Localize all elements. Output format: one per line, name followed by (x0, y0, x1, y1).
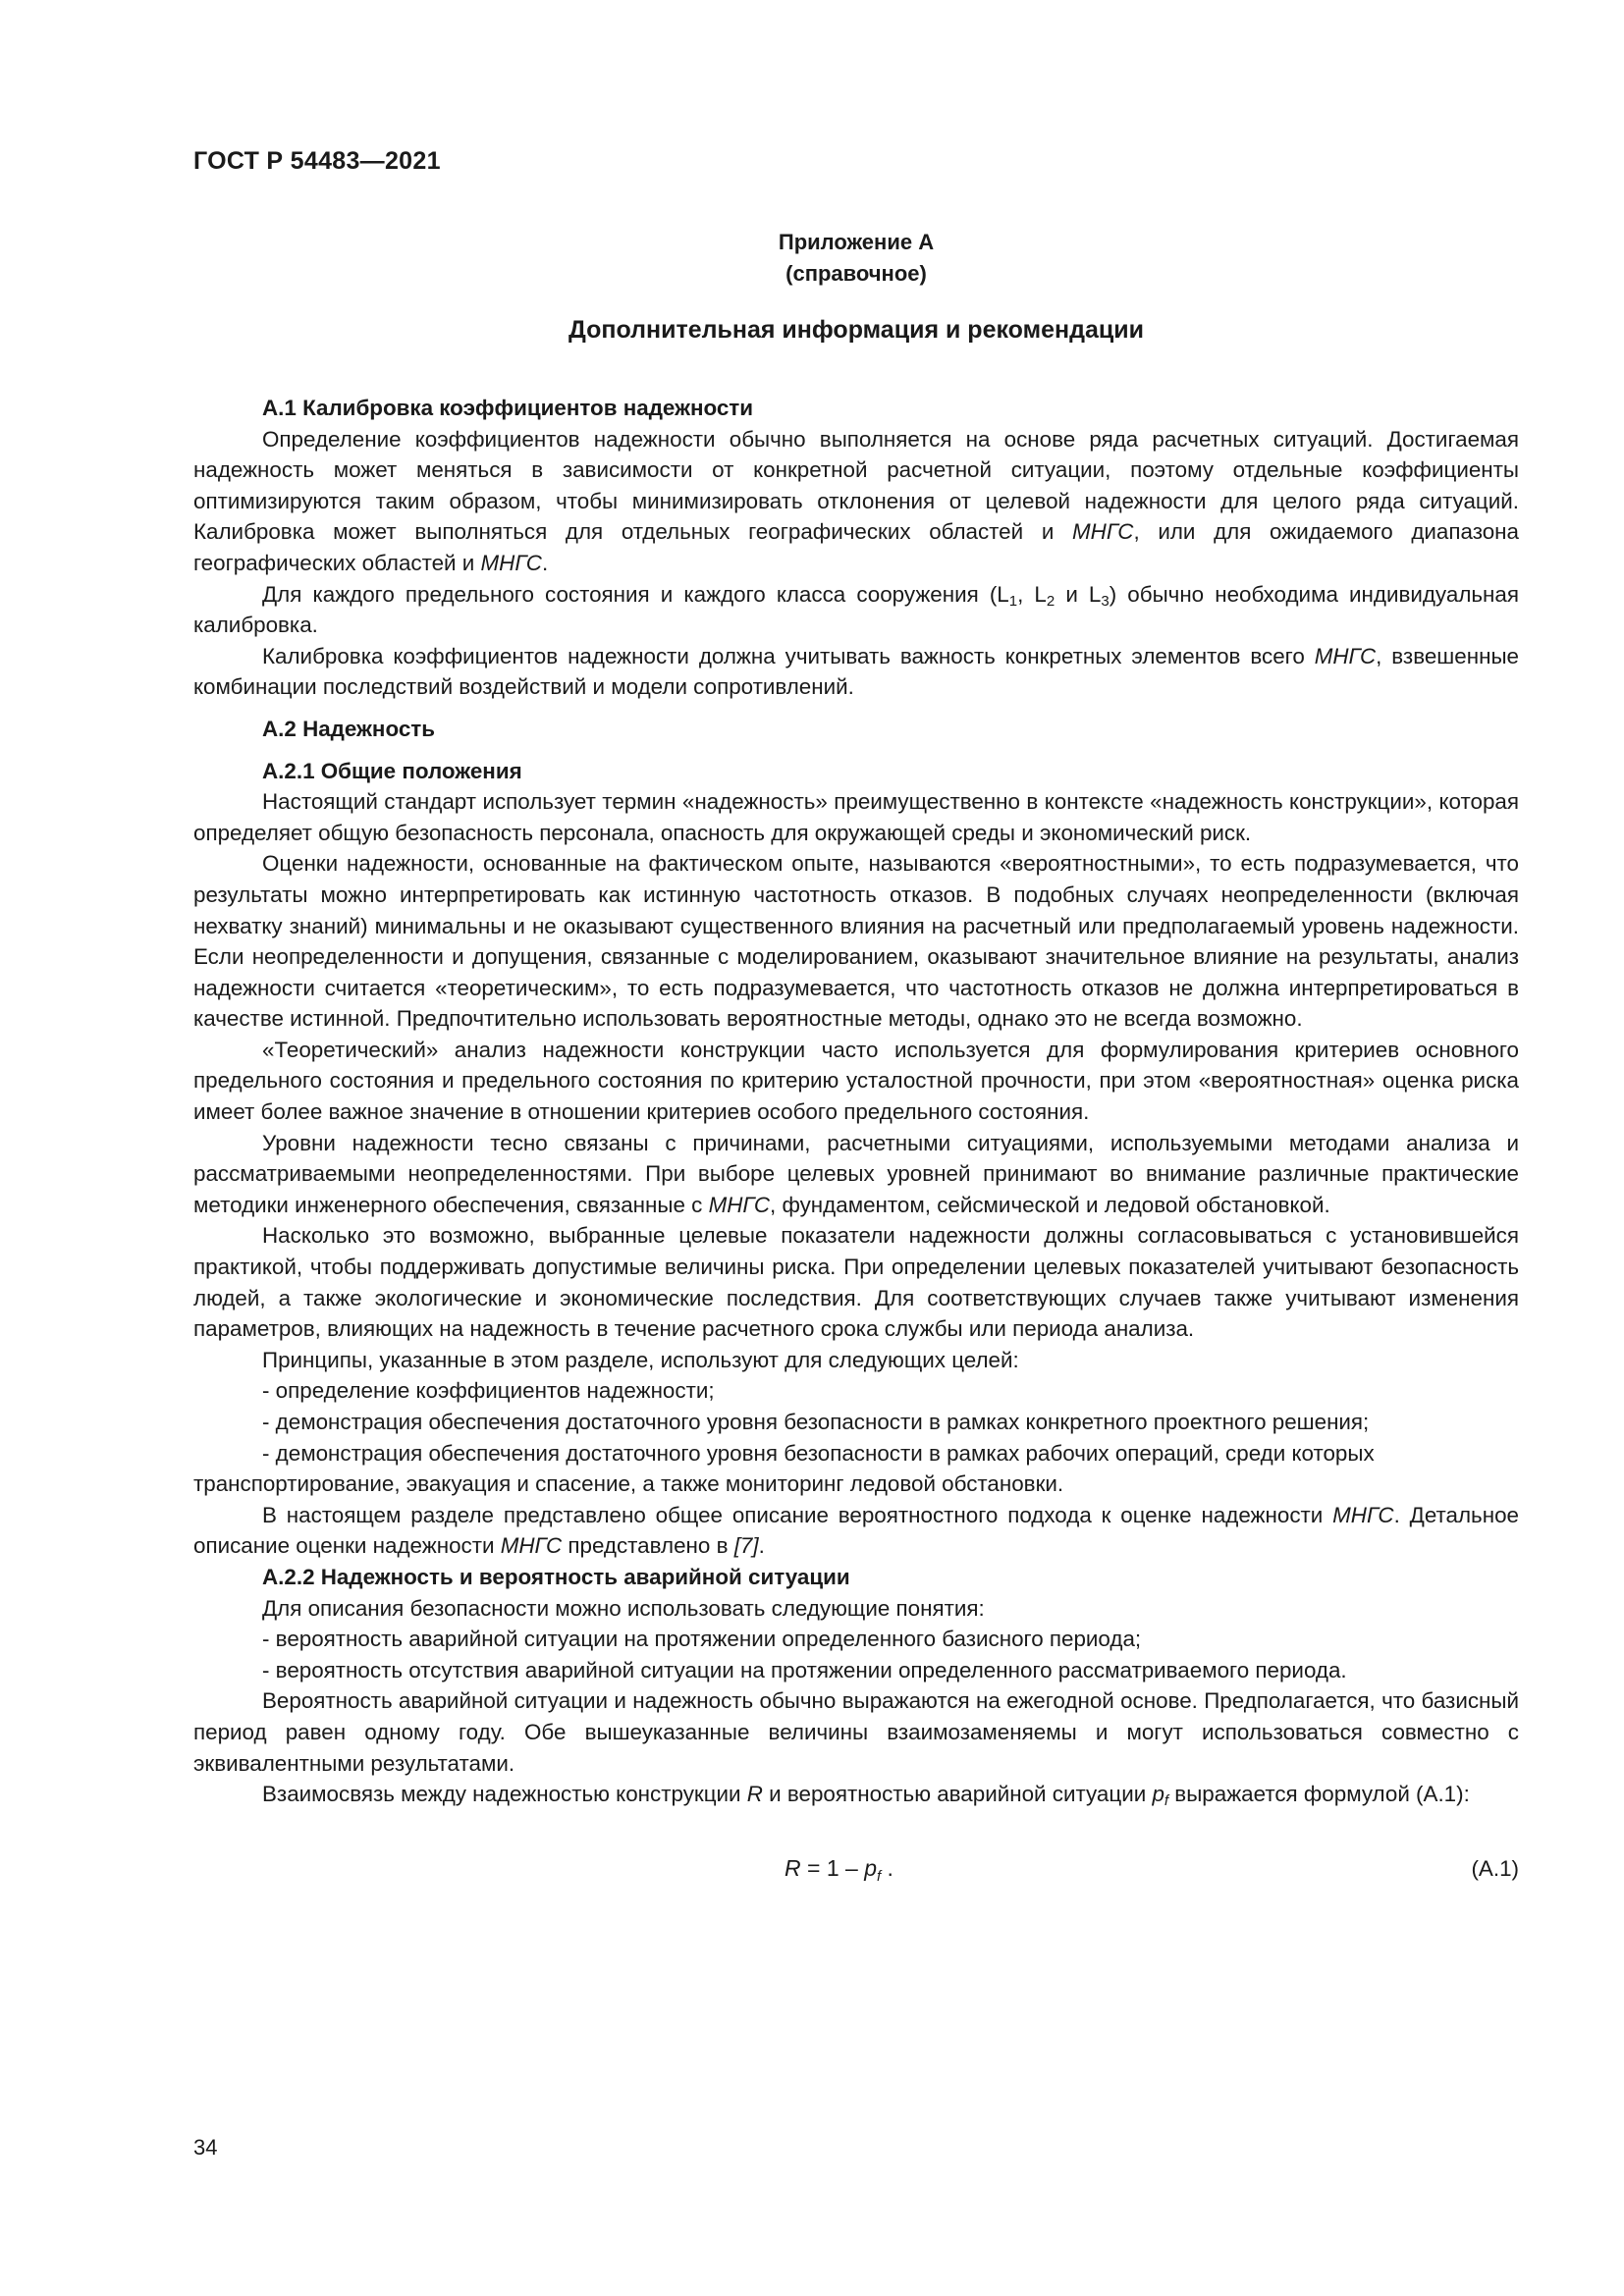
appendix-kind: (справочное) (785, 261, 927, 286)
paragraph: Настоящий стандарт использует термин «надежность» преимущественно в контексте «надежность конструкции», которая определяет общую безопасность персонала, опасность для окружающей среды и экономический риск. (193, 789, 1519, 845)
list-item: - вероятность аварийной ситуации на протяжении определенного базисного периода; (262, 1627, 1142, 1652)
formula-expression: $R = 1 - p_f$ . (785, 1854, 893, 1885)
formula-a1 (193, 1853, 1519, 1887)
section-heading-a1: А.1 Калибровка коэффициентов надежности (262, 396, 754, 420)
list-item: - демонстрация обеспечения достаточного уровня безопасности в рамках рабочих операций, среди которых (262, 1440, 1375, 1466)
paragraph: Насколько это возможно, выбранные целевые показатели надежности должны согласовываться с установившейся практикой, чтобы поддерживать допустимые величины риска. При определении целевых показателей учитывают безопасность людей, а также экологические и экономические последствия. Для соответствующих случаев также учитывают изменения параметров, влияющих на надежность в течение расчетного срока службы или периода анализа. (193, 1223, 1519, 1342)
document-id: ГОСТ Р 54483—2021 (193, 147, 441, 175)
paragraph: Оценки надежности, основанные на фактическом опыте, называются «вероятностными», то есть подразумевается, что результаты можно интерпретировать как истинную частотность отказов. В подобных случаях неопределенности (включая нехватку знаний) минимальны и не оказывают существенного влияния на расчетный или предполагаемый уровень надежности. Если неопределенности и допущения, связанные с моделированием, оказывают значительное влияние на результаты, анализ надежности считается «теоретическим», то есть подразумевается, что частотность отказов не должна интерпретироваться в качестве истинной. Предпочтительно использовать вероятностные методы, однако это не всегда возможно. (193, 851, 1519, 1032)
list-item: - вероятность отсутствия аварийной ситуации на протяжении определенного рассматриваемого периода. (262, 1657, 1347, 1682)
appendix-title: Дополнительная информация и рекомендации (568, 316, 1144, 344)
paragraph: Для каждого предельного состояния и каждого класса сооружения ($L_1$, $L_2$ и $L_3$) обычно необходима индивидуальная калибровка. (193, 581, 1519, 638)
paragraph: Принципы, указанные в этом разделе, используют для следующих целей: (262, 1347, 1019, 1372)
page-number: 34 (193, 2135, 218, 2160)
appendix-header (193, 227, 1519, 290)
paragraph: Уровни надежности тесно связаны с причинами, расчетными ситуациями, используемыми методами анализа и рассматриваемыми неопределенностями. При выборе целевых уровней принимают во внимание различные практические методики инженерного обеспечения, связанные с МНГС, фундаментом, сейсмической и ледовой обстановкой. (193, 1130, 1519, 1217)
paragraph: Калибровка коэффициентов надежности должна учитывать важность конкретных элементов всего МНГС, взвешенные комбинации последствий воздействий и модели сопротивлений. (193, 643, 1519, 700)
paragraph: Для описания безопасности можно использовать следующие понятия: (262, 1595, 985, 1621)
paragraph: Определение коэффициентов надежности обычно выполняется на основе ряда расчетных ситуаций. Достигаемая надежность может меняться в зависимости от конкретной расчетной ситуации, поэтому отдельные коэффициенты оптимизируются таким образом, чтобы минимизировать отклонения от целевой надежности для целого ряда ситуаций. Калибровка может выполняться для отдельных географических областей и МНГС, или для ожидаемого диапазона географических областей и МНГС. (193, 426, 1519, 575)
paragraph: В настоящем разделе представлено общее описание вероятностного подхода к оценке надежности МНГС. Детальное описание оценки надежности МНГС представлено в [7]. (193, 1502, 1519, 1559)
paragraph: Вероятность аварийной ситуации и надежность обычно выражаются на ежегодной основе. Предполагается, что базисный период равен одному году. Обе вышеуказанные величины взаимозаменяемы и могут использоваться совместно с эквивалентными результатами. (193, 1688, 1519, 1776)
list-item-continuation: транспортирование, эвакуация и спасение, а также мониторинг ледовой обстановки. (193, 1471, 1064, 1497)
bibliography-reference: [7] (733, 1533, 759, 1559)
section-heading-a2: А.2 Надежность (262, 716, 436, 741)
list-item: - демонстрация обеспечения достаточного уровня безопасности в рамках конкретного проектного решения; (262, 1410, 1370, 1434)
document-body (193, 393, 1519, 1887)
paragraph: Взаимосвязь между надежностью конструкции R и вероятностью аварийной ситуации $p_f$ выражается формулой (А.1): (262, 1782, 1470, 1810)
section-heading-a22: А.2.2 Надежность и вероятность аварийной ситуации (262, 1564, 850, 1589)
list-item: - определение коэффициентов надежности; (262, 1378, 715, 1404)
formula-number: (А.1) (1471, 1855, 1519, 1881)
section-heading-a21: А.2.1 Общие положения (262, 758, 522, 783)
paragraph: «Теоретический» анализ надежности конструкции часто используется для формулирования критериев основного предельного состояния и предельного состояния по критерию усталостной прочности, при этом «вероятностная» оценка риска имеет более важное значение в отношении критериев особого предельного состояния. (193, 1037, 1519, 1125)
appendix-label: Приложение А (778, 230, 935, 254)
